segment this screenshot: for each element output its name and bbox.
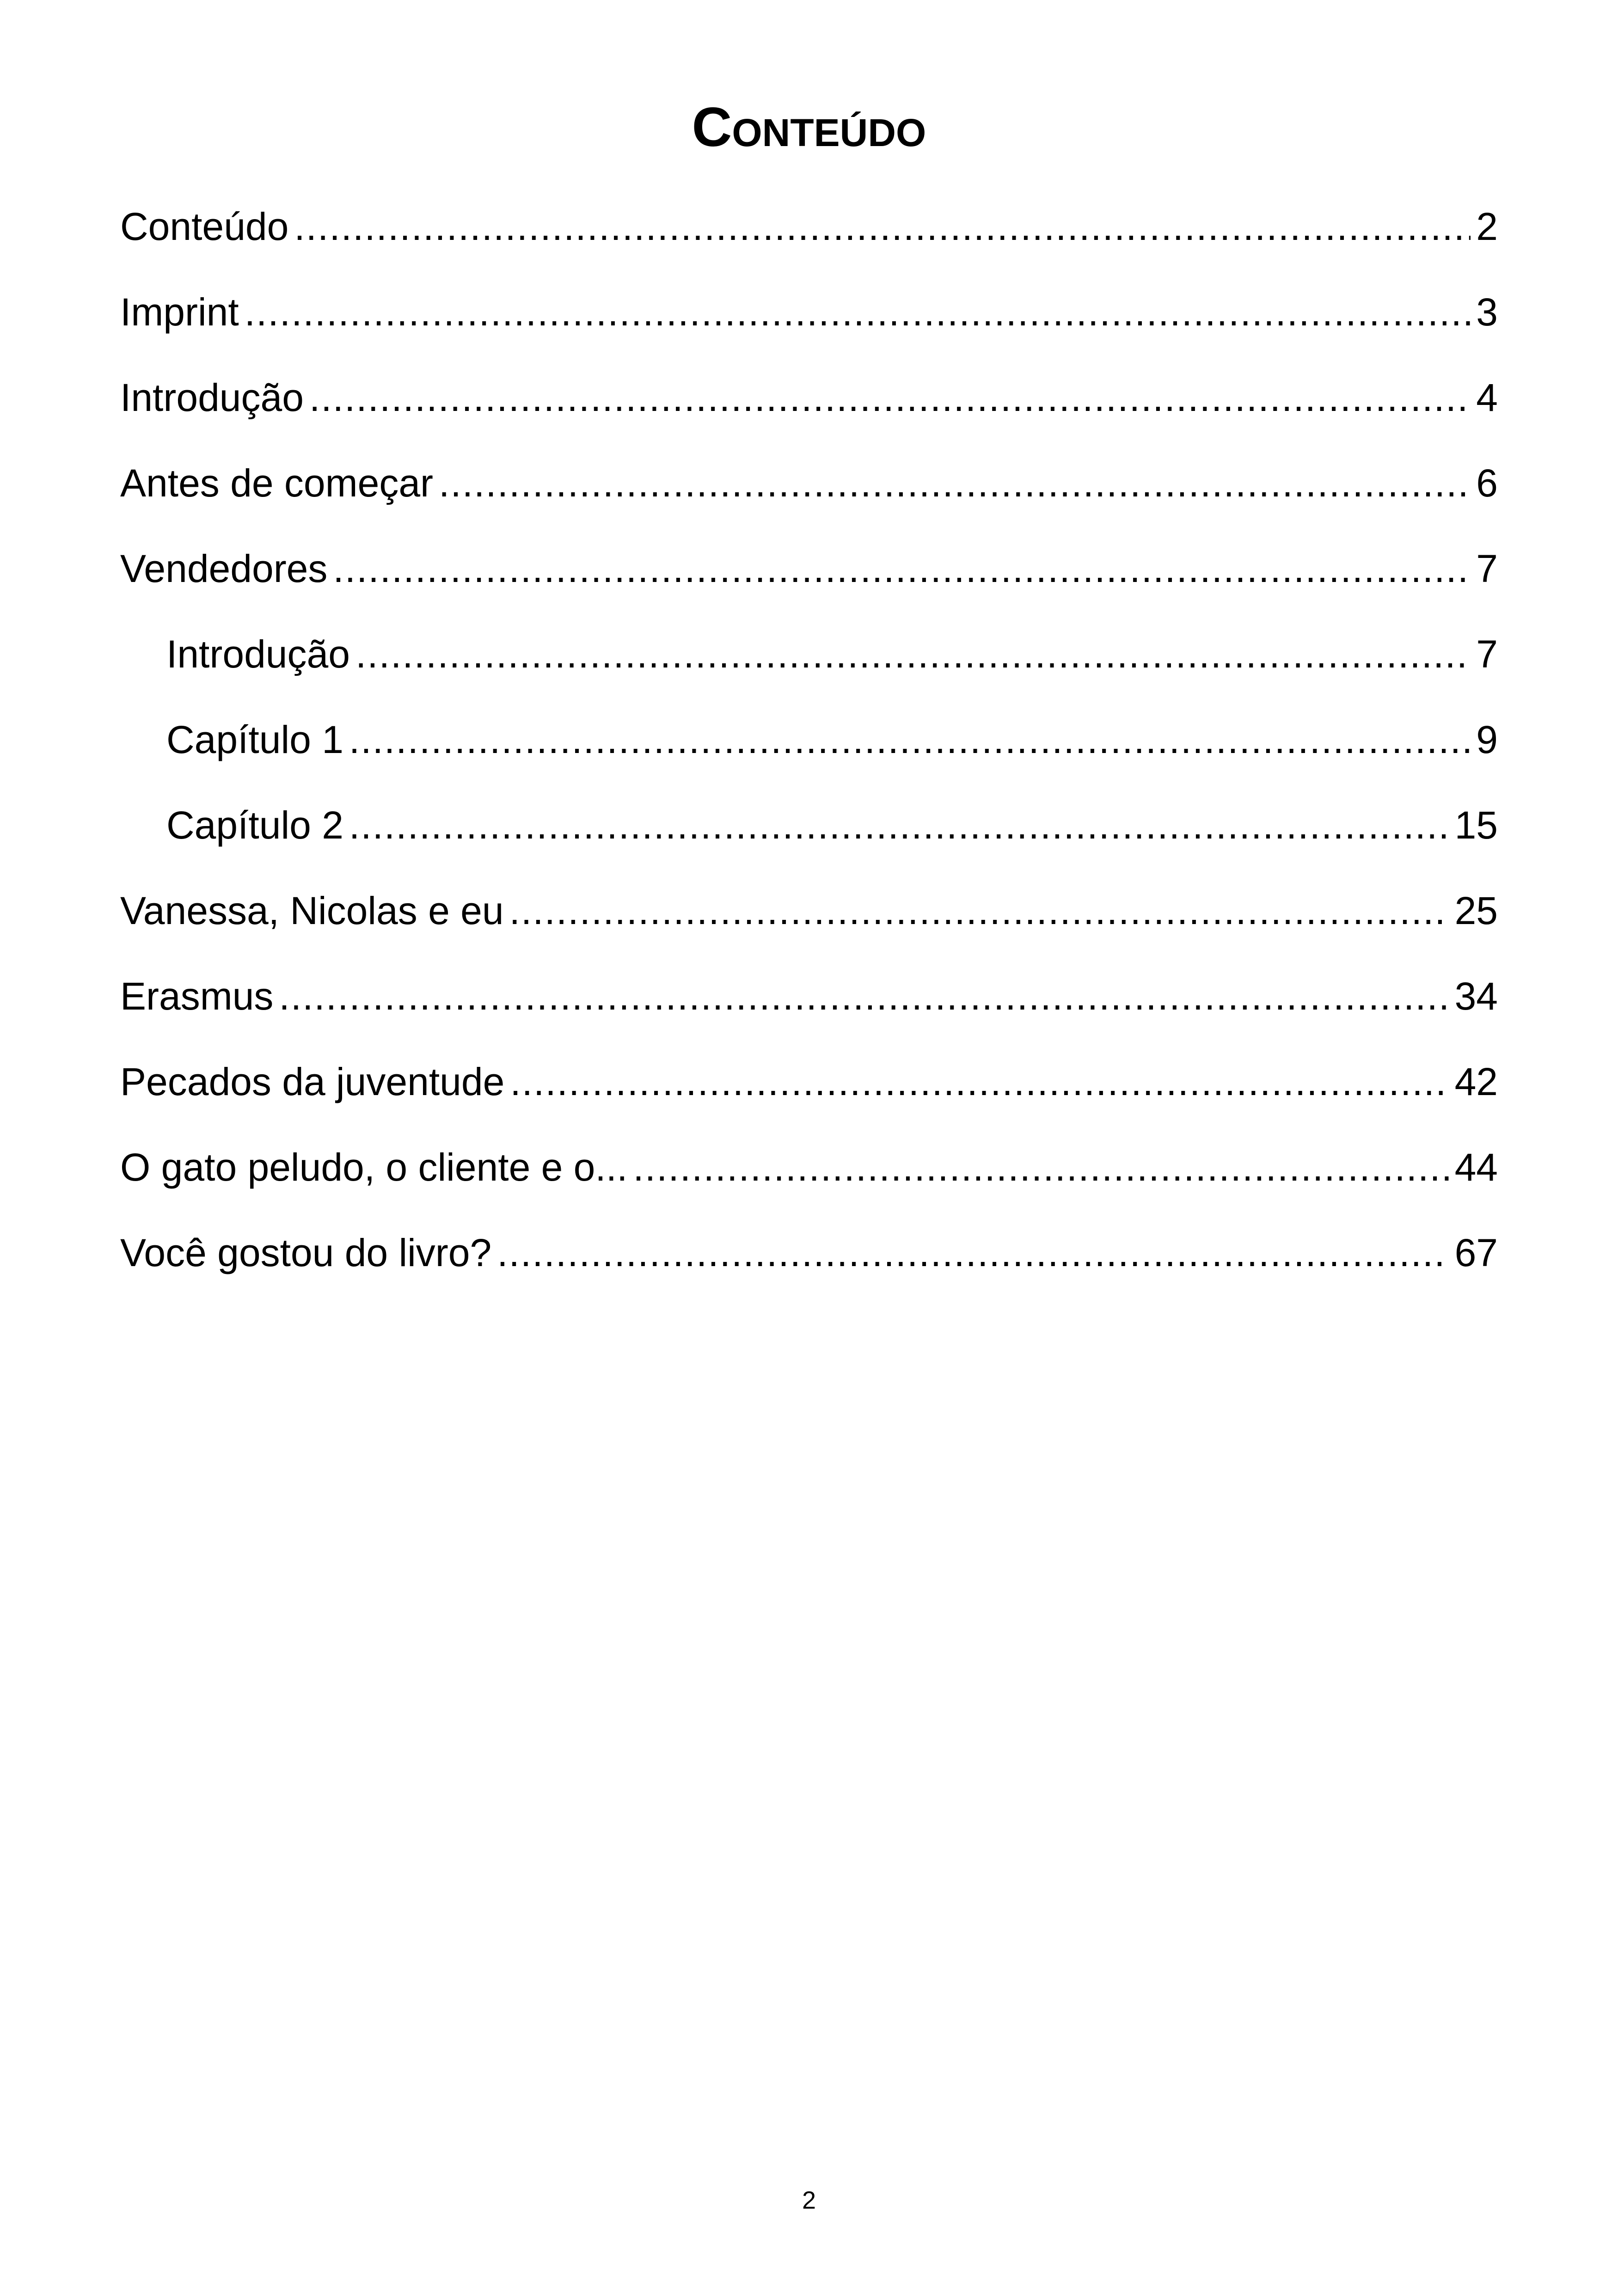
toc-entry-label: Antes de começar (120, 461, 434, 505)
toc-entry[interactable] (120, 954, 1498, 1039)
toc-entry[interactable] (120, 184, 1498, 269)
toc-entry-page: 6 (1476, 461, 1498, 505)
toc-entry-page: 34 (1454, 974, 1498, 1018)
toc-entry-label: Introdução (120, 376, 304, 419)
toc-entry[interactable] (120, 868, 1498, 954)
toc-entry-page: 4 (1476, 376, 1498, 419)
toc-entry[interactable] (120, 441, 1498, 526)
toc-entry-label: O gato peludo, o cliente e o... (120, 1145, 628, 1189)
toc-entry-page: 67 (1454, 1231, 1498, 1274)
toc-entry-label: Você gostou do livro? (120, 1231, 492, 1274)
toc-entry-page: 25 (1454, 889, 1498, 932)
toc-dot-leader (245, 269, 1471, 355)
toc-entry-label: Capítulo 2 (166, 803, 343, 847)
toc-entry-label: Imprint (120, 290, 239, 334)
toc-dot-leader (439, 441, 1471, 526)
toc-entry[interactable] (120, 269, 1498, 355)
toc-entry[interactable] (120, 1210, 1498, 1296)
toc-entry[interactable] (120, 355, 1498, 441)
toc-entry-label: Vanessa, Nicolas e eu (120, 889, 504, 932)
toc-dot-leader (279, 954, 1449, 1039)
toc-subentry[interactable] (120, 697, 1498, 783)
toc-entry-label: Introdução (166, 632, 350, 676)
toc-entry[interactable] (120, 1125, 1498, 1210)
toc-subentry[interactable] (120, 612, 1498, 697)
toc-entry-page: 9 (1476, 718, 1498, 761)
toc-entry-page: 42 (1454, 1060, 1498, 1103)
toc-dot-leader (349, 697, 1471, 783)
toc-entry-label: Vendedores (120, 547, 328, 590)
toc-entry-page: 2 (1476, 205, 1498, 248)
page-title: Conteúdo (692, 96, 926, 158)
toc-dot-leader (349, 783, 1449, 868)
toc-dot-leader (309, 355, 1471, 441)
toc-dot-leader (355, 612, 1471, 697)
toc-dot-leader (497, 1210, 1449, 1296)
toc-dot-leader (333, 526, 1471, 612)
toc-entry-label: Erasmus (120, 974, 274, 1018)
toc-dot-leader (509, 868, 1449, 954)
toc-entry-page: 44 (1454, 1145, 1498, 1189)
toc-entry-label: Capítulo 1 (166, 718, 343, 761)
toc-entry-page: 7 (1476, 632, 1498, 676)
toc-entry-page: 15 (1454, 803, 1498, 847)
toc-entry-page: 7 (1476, 547, 1498, 590)
toc-dot-leader (294, 184, 1471, 269)
toc-dot-leader (510, 1039, 1449, 1125)
toc-entry[interactable] (120, 526, 1498, 612)
toc-subentry[interactable] (120, 783, 1498, 868)
toc-entry[interactable] (120, 1039, 1498, 1125)
table-of-contents (120, 184, 1498, 1296)
toc-entry-page: 3 (1476, 290, 1498, 334)
toc-entry-label: Conteúdo (120, 205, 289, 248)
toc-dot-leader (633, 1125, 1449, 1210)
toc-entry-label: Pecados da juventude (120, 1060, 505, 1103)
page-number: 2 (802, 2186, 816, 2214)
